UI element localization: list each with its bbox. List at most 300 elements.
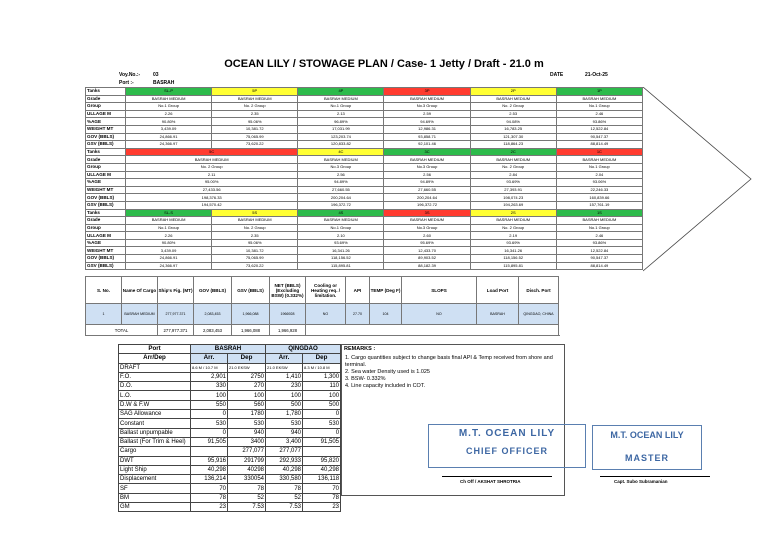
tank-value: 157,761.19 (556, 201, 642, 209)
tank-value: 94.89% (298, 179, 384, 187)
table-cell: 291799 (228, 456, 266, 465)
table-row (119, 419, 341, 428)
total-row (86, 325, 559, 336)
tank-value: 27,393.91 (470, 186, 556, 194)
tank-name: 5C (126, 148, 298, 156)
table-cell: 8.6 M / 10.7 M (191, 363, 228, 372)
tank-value: 24,366.97 (126, 262, 212, 270)
table-cell: 277,077 (266, 447, 303, 456)
row-label: D.O. (119, 382, 191, 391)
table-row (119, 400, 341, 409)
tank-value: 2.35 (212, 110, 298, 118)
tank-value: 196,372.72 (298, 201, 384, 209)
row-label: F.O. (119, 372, 191, 381)
tank-name: 1C (556, 148, 642, 156)
tank-value: 120,833.82 (298, 141, 384, 149)
tank-value: BASRAH MEDIUM (126, 217, 212, 225)
tank-value: 2.26 (126, 110, 212, 118)
table-row (119, 382, 341, 391)
tank-value: 24,866.91 (126, 133, 212, 141)
tank-value: 95.69% (384, 239, 470, 247)
table-row (119, 428, 341, 437)
table-cell: BASRAH MEDIUM (122, 304, 158, 325)
table-cell: 95,916 (191, 456, 228, 465)
tank-value: 2.04 (556, 171, 642, 179)
row-label: DRAFT (119, 363, 191, 372)
table-cell: 940 (228, 428, 266, 437)
table-cell: 104 (370, 304, 402, 325)
row-label: GM (119, 503, 191, 512)
table-cell: 550 (191, 400, 228, 409)
tank-value: 118,864.23 (470, 141, 556, 149)
row-label: WEIGHT MT (86, 125, 126, 133)
cargo-summary (85, 276, 559, 336)
tank-value: 118,156.52 (470, 255, 556, 263)
table-cell: 52 (266, 493, 303, 502)
tank-value: 198,376.33 (126, 194, 298, 202)
table-cell (306, 325, 559, 336)
table-row (86, 232, 643, 240)
table-cell: 78 (228, 484, 266, 493)
chief-officer-name: Ch Off / AKSHAT SHROTRIA (460, 479, 521, 484)
total-value: 1,966,928 (270, 325, 306, 336)
column-header: S. No. (86, 277, 122, 304)
column-header: Load Port (477, 277, 519, 304)
tank-value: 24,866.91 (126, 255, 212, 263)
row-label: D.W & F.W (119, 400, 191, 409)
port-conditions-table (118, 344, 341, 512)
table-row (119, 484, 341, 493)
stamp-ship-name: M.T. OCEAN LILY (610, 430, 684, 440)
tank-value: BASRAH MEDIUM (384, 217, 470, 225)
table-cell: QINGDAO, CHINA (519, 304, 559, 325)
table-cell: 0 (191, 410, 228, 419)
column-header: TEMP (Deg F) (370, 277, 402, 304)
tank-value: 198,074.23 (470, 194, 556, 202)
table-row (86, 95, 643, 103)
tank-value: 17,031.99 (298, 125, 384, 133)
cargo-summary-table (85, 276, 559, 336)
row-label: WEIGHT MT (86, 247, 126, 255)
tank-value: 200,204.64 (384, 194, 470, 202)
cargo-plan (85, 87, 643, 270)
table-row (86, 217, 643, 225)
tank-value: 93.86% (556, 118, 642, 126)
row-label: SAG Allowance (119, 410, 191, 419)
table-cell: 530 (228, 419, 266, 428)
row-label: %AGE (86, 179, 126, 187)
column-header: Arr/Dep (119, 354, 191, 363)
column-header: Disch. Port (519, 277, 559, 304)
row-label: ULLAGE M (86, 110, 126, 118)
table-cell: 0 (303, 410, 341, 419)
table-cell (191, 447, 228, 456)
table-row (119, 503, 341, 512)
tank-value: 90.80% (126, 239, 212, 247)
tank-value: 24,366.97 (126, 141, 212, 149)
table-cell: 500 (266, 400, 303, 409)
tank-value: 2.26 (126, 232, 212, 240)
tanks-row (86, 148, 643, 156)
tank-value: BASRAH MEDIUM (556, 95, 642, 103)
table-row (119, 465, 341, 474)
table-row (119, 372, 341, 381)
column-header: Arr. (191, 354, 228, 363)
tank-value: BASRAH MEDIUM (384, 156, 470, 164)
signature-line (600, 476, 710, 477)
table-row (86, 239, 643, 247)
tank-value: No. 2 Group (470, 163, 556, 171)
row-label: Ballast (For Trim & Heel) (119, 437, 191, 446)
stamp-rank: CHIEF OFFICER (466, 446, 548, 456)
table-row (86, 141, 643, 149)
table-cell: 277,977.371 (158, 304, 194, 325)
row-label: GOV (BBLS) (86, 133, 126, 141)
tank-name: 2P (470, 88, 556, 96)
table-cell: 78 (191, 493, 228, 502)
table-row (86, 247, 643, 255)
tank-value: 95.00% (126, 179, 298, 187)
date-value: 21-Oct-25 (585, 72, 608, 78)
table-row (86, 194, 643, 202)
table-cell: 560 (228, 400, 266, 409)
tank-value: 2.19 (470, 232, 556, 240)
tank-value: 3,439.09 (126, 125, 212, 133)
tank-value: No. 2 Group (212, 103, 298, 111)
tank-name: 5P (212, 88, 298, 96)
table-cell: 40,298 (191, 465, 228, 474)
row-label: L.O. (119, 391, 191, 400)
table-cell: 91,505 (191, 437, 228, 446)
table-row (119, 437, 341, 446)
tank-value: 95.06% (212, 239, 298, 247)
table-cell: 330054 (228, 475, 266, 484)
tank-value: 75,065.99 (212, 133, 298, 141)
tank-value: 2.10 (298, 232, 384, 240)
row-label: GOV (BBLS) (86, 194, 126, 202)
column-header: GSV (BBLS) (232, 277, 270, 304)
tank-value: BASRAH MEDIUM (126, 95, 212, 103)
column-header: API (346, 277, 370, 304)
tank-value: 96.89% (298, 118, 384, 126)
column-header: Port (119, 345, 191, 354)
total-value: 1,966,088 (232, 325, 270, 336)
voy-value: 03 (153, 72, 159, 78)
row-label: Cargo (119, 447, 191, 456)
table-cell: 330 (191, 382, 228, 391)
row-label: Grade (86, 217, 126, 225)
tank-value: No.1 Group (298, 103, 384, 111)
table-cell: 270 (228, 382, 266, 391)
table-cell: 0 (191, 428, 228, 437)
table-header-row (86, 277, 559, 304)
cargo-plan-table (85, 87, 643, 270)
master-name: Capt. Subo Subramanian (614, 479, 668, 484)
table-cell: 1,966,088 (232, 304, 270, 325)
table-cell: 27.70 (346, 304, 370, 325)
tank-value: BASRAH MEDIUM (470, 156, 556, 164)
tank-value: 90.80% (126, 118, 212, 126)
table-cell: 52 (228, 493, 266, 502)
table-cell: 21.0 EKSW (228, 363, 266, 372)
tank-value: 2.11 (126, 171, 298, 179)
table-cell: 500 (303, 400, 341, 409)
table-cell: 95,820 (303, 456, 341, 465)
table-cell: 100 (266, 391, 303, 400)
tank-value: 94.89% (384, 179, 470, 187)
table-row (86, 156, 643, 164)
tank-name: 1P (556, 88, 642, 96)
tank-value: 12,433.70 (384, 247, 470, 255)
table-cell: 136,214 (191, 475, 228, 484)
remarks-box (341, 344, 565, 496)
tank-value: 73,620.22 (212, 262, 298, 270)
tank-name: 2C (470, 148, 556, 156)
row-label: Displacement (119, 475, 191, 484)
tank-value: BASRAH MEDIUM (470, 95, 556, 103)
tank-value: 160,839.66 (556, 194, 642, 202)
tank-name: SL-S (126, 209, 212, 217)
tank-value: BASRAH MEDIUM (126, 156, 298, 164)
tank-value: 16,783.25 (470, 125, 556, 133)
table-row (119, 475, 341, 484)
tank-value: 200,204.64 (298, 194, 384, 202)
tank-value: 12,522.84 (556, 247, 642, 255)
table-cell: 78 (266, 484, 303, 493)
tank-value: BASRAH MEDIUM (556, 156, 642, 164)
tank-value: 27,660.55 (384, 186, 470, 194)
tank-name: 4P (298, 88, 384, 96)
row-label: GSV (BBLS) (86, 141, 126, 149)
row-label: Tanks (86, 88, 126, 96)
tank-name: 1S (556, 209, 642, 217)
tank-value: 93.69% (470, 179, 556, 187)
tank-value: 27,433.56 (126, 186, 298, 194)
tank-name: 4S (298, 209, 384, 217)
tank-value: No.3 Group (384, 163, 470, 171)
tank-value: 196,372.72 (384, 201, 470, 209)
stamp-ship-name: M.T. OCEAN LILY (458, 428, 556, 439)
table-cell: 21.0 EKSW (266, 363, 303, 372)
tank-value: 94.08% (470, 118, 556, 126)
tank-value: 2.84 (470, 171, 556, 179)
table-cell: 2750 (228, 372, 266, 381)
row-label: Tanks (86, 209, 126, 217)
table-row (86, 224, 643, 232)
table-row (119, 391, 341, 400)
date-label: DATE (550, 72, 564, 78)
tank-value: 90,547.37 (556, 255, 642, 263)
table-cell: 1,300 (303, 372, 341, 381)
column-header: Dep (228, 354, 266, 363)
column-header: Cooling or Heating req. / limitation. (306, 277, 346, 304)
total-label: TOTAL (86, 325, 158, 336)
tank-value: BASRAH MEDIUM (298, 217, 384, 225)
row-label: GSV (BBLS) (86, 262, 126, 270)
table-row (86, 179, 643, 187)
table-row (86, 186, 643, 194)
column-header: BASRAH (191, 345, 266, 354)
tank-value: 115,895.81 (298, 262, 384, 270)
table-cell: 23 (191, 503, 228, 512)
tank-value: 88,814.49 (556, 141, 642, 149)
signature-line (442, 476, 552, 477)
remark-item: 1. Cargo quantities subject to change basis final API & Temp received from shore and terminal. (345, 355, 553, 368)
voy-label: Voy.No.:- (119, 72, 141, 78)
total-value: 277,977.371 (158, 325, 194, 336)
tank-value: No. 2 Group (212, 224, 298, 232)
tank-value: 2.60 (384, 232, 470, 240)
table-cell: 40,298 (266, 465, 303, 474)
remark-item: 4. Line capacity included in COT. (345, 383, 426, 389)
row-label: ULLAGE M (86, 232, 126, 240)
tank-value: No. 2 Group (470, 224, 556, 232)
table-cell: 292,933 (266, 456, 303, 465)
table-cell: 1,780 (266, 410, 303, 419)
table-cell: 110 (303, 382, 341, 391)
tank-value: No.3 Group (384, 103, 470, 111)
table-cell: 7.53 (266, 503, 303, 512)
table-cell: NO (402, 304, 477, 325)
table-row (86, 255, 643, 263)
tank-value: BASRAH MEDIUM (212, 95, 298, 103)
table-row (86, 201, 643, 209)
row-label: ULLAGE M (86, 171, 126, 179)
row-label: Constant (119, 419, 191, 428)
table-cell: 1,410 (266, 372, 303, 381)
tank-value: BASRAH MEDIUM (556, 217, 642, 225)
tank-value: 118,156.52 (298, 255, 384, 263)
bow-arrow-shape (643, 87, 755, 272)
table-row (86, 262, 643, 270)
total-value: 2,083,453 (194, 325, 232, 336)
row-label: Grade (86, 95, 126, 103)
tank-value: 93.86% (556, 239, 642, 247)
row-label: %AGE (86, 118, 126, 126)
row-label: WEIGHT MT (86, 186, 126, 194)
row-label: DWT (119, 456, 191, 465)
port-value: BASRAH (153, 80, 175, 86)
tank-name: 4C (298, 148, 384, 156)
table-cell: 1780 (228, 410, 266, 419)
tank-value: BASRAH MEDIUM (470, 217, 556, 225)
tank-value: 22,246.33 (556, 186, 642, 194)
table-row (119, 447, 341, 456)
tank-value: No.1 Group (556, 103, 642, 111)
table-cell: 3400 (228, 437, 266, 446)
tank-value: No. 2 Group (470, 103, 556, 111)
tank-value: 95.06% (212, 118, 298, 126)
tank-value: BASRAH MEDIUM (298, 95, 384, 103)
tank-value: 2.59 (384, 110, 470, 118)
remark-item: 2. Sea water Density used is 1.025 (345, 369, 430, 375)
tank-value: 89,903.52 (384, 255, 470, 263)
tank-name: 2S (470, 209, 556, 217)
tank-value: No.1 Group (298, 224, 384, 232)
tank-value: No.3 Group (298, 163, 384, 171)
table-cell: 3,400 (266, 437, 303, 446)
tank-value: 73,620.22 (212, 141, 298, 149)
row-label: BM (119, 493, 191, 502)
tank-value: 2.46 (556, 232, 642, 240)
table-cell: 0 (303, 428, 341, 437)
tank-value: 93.69% (470, 239, 556, 247)
tank-value: 123,203.74 (298, 133, 384, 141)
table-cell: 23 (303, 503, 341, 512)
tank-value: 92,101.46 (384, 141, 470, 149)
remarks-title: REMARKS : (344, 346, 376, 352)
tank-value: No.1 Group (126, 224, 212, 232)
column-header: QINGDAO (266, 345, 341, 354)
table-row (86, 110, 643, 118)
row-label: GOV (BBLS) (86, 255, 126, 263)
row-label: Group (86, 103, 126, 111)
tank-name: SL-P (126, 88, 212, 96)
table-cell (303, 447, 341, 456)
tank-value: No.1 Group (556, 163, 642, 171)
table-cell: 100 (191, 391, 228, 400)
tank-value: No.1 Group (126, 103, 212, 111)
tank-value: 121,307.30 (470, 133, 556, 141)
tank-name: 3S (384, 209, 470, 217)
tank-value: No. 2 Group (126, 163, 298, 171)
table-cell: 40298 (228, 465, 266, 474)
table-row (86, 118, 643, 126)
tank-value: 88,182.39 (384, 262, 470, 270)
row-label: %AGE (86, 239, 126, 247)
table-row (119, 363, 341, 372)
table-row (86, 304, 559, 325)
page-title: OCEAN LILY / STOWAGE PLAN / Case- 1 Jetty / Draft - 21.0 m (224, 58, 544, 70)
tank-value: 94.69% (384, 118, 470, 126)
tank-value: 2.35 (212, 232, 298, 240)
row-label: Tanks (86, 148, 126, 156)
tank-value: 2.53 (470, 110, 556, 118)
tank-value: 10,381.72 (212, 247, 298, 255)
tank-value: BASRAH MEDIUM (212, 217, 298, 225)
tank-value: 194,263.69 (470, 201, 556, 209)
column-header: GOV (BBLS) (194, 277, 232, 304)
table-cell: 78 (303, 493, 341, 502)
table-header-row (119, 345, 341, 354)
table-row (86, 103, 643, 111)
column-header: Name Of Cargo (122, 277, 158, 304)
table-cell: 70 (303, 484, 341, 493)
table-cell: 530 (191, 419, 228, 428)
row-label: GSV (BBLS) (86, 201, 126, 209)
stamp-rank: MASTER (625, 453, 669, 463)
table-row (119, 493, 341, 502)
tank-value: 93.06% (556, 179, 642, 187)
tank-value: 93.69% (298, 239, 384, 247)
table-row (119, 410, 341, 419)
tank-value: 90,547.37 (556, 133, 642, 141)
table-cell: 330,580 (266, 475, 303, 484)
column-header: Dep (303, 354, 341, 363)
tank-value: 194,570.42 (126, 201, 298, 209)
table-cell: 230 (266, 382, 303, 391)
row-label: Ballast unpumpable (119, 428, 191, 437)
tank-value: 12,522.84 (556, 125, 642, 133)
table-cell: 277,077 (228, 447, 266, 456)
table-cell: 91,505 (303, 437, 341, 446)
table-cell: 2,901 (191, 372, 228, 381)
table-cell: BASRAH (477, 304, 519, 325)
table-row (86, 133, 643, 141)
table-row (86, 125, 643, 133)
table-cell: 7.53 (228, 503, 266, 512)
table-cell: 940 (266, 428, 303, 437)
